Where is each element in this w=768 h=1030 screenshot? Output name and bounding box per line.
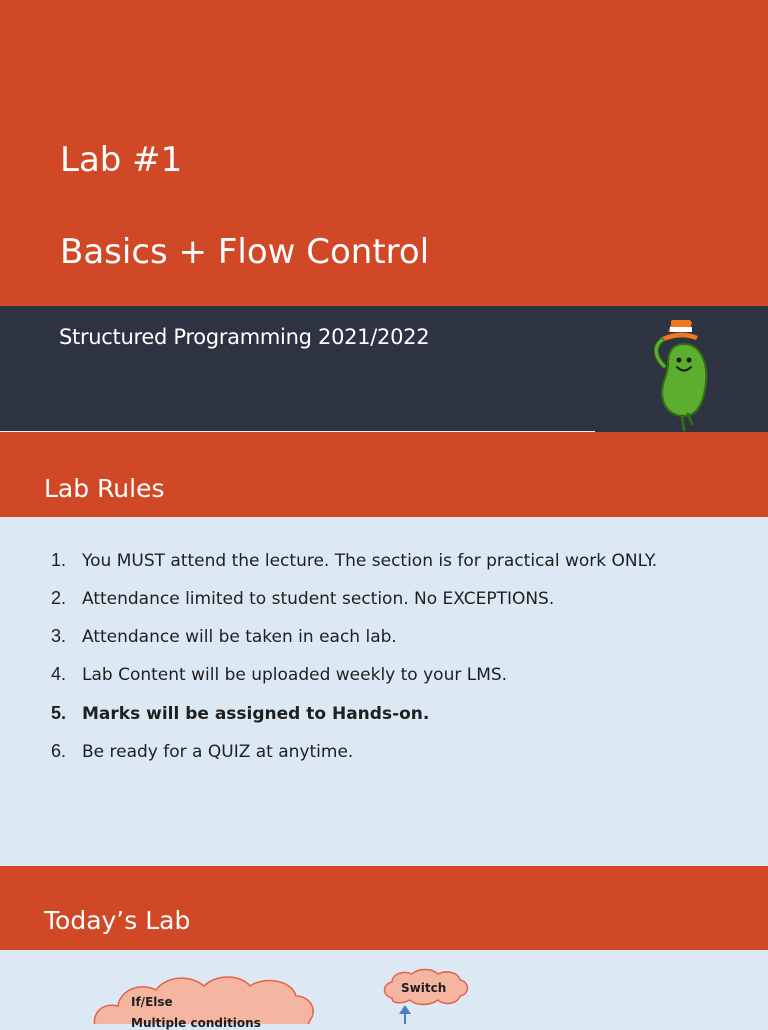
lab-rules-header bbox=[0, 432, 768, 517]
rule-item bbox=[0, 664, 768, 688]
rule-text: Lab Content will be uploaded weekly to your LMS. bbox=[82, 665, 508, 685]
lab-rules-slide bbox=[0, 432, 768, 866]
rule-number: 2. bbox=[51, 588, 67, 608]
rule-item bbox=[0, 588, 768, 612]
rule-number: 3. bbox=[51, 626, 67, 646]
rule-item bbox=[0, 741, 768, 765]
green-bean-mascot-icon bbox=[640, 316, 720, 432]
if-else-label: If/Else bbox=[131, 995, 173, 1009]
cloud-shapes bbox=[0, 950, 768, 1024]
switch-label: Switch bbox=[401, 981, 447, 995]
multiple-conditions-label: Multiple conditions bbox=[131, 1016, 261, 1030]
rule-text: Marks will be assigned to Hands-on. bbox=[82, 704, 430, 724]
todays-lab-slide bbox=[0, 866, 768, 1030]
rule-item bbox=[0, 626, 768, 650]
slide-title: Lab #1 bbox=[60, 140, 183, 180]
rule-item bbox=[0, 550, 768, 574]
lab-rules-heading: Lab Rules bbox=[44, 474, 165, 503]
rule-number: 5. bbox=[51, 703, 67, 723]
rule-text: Attendance limited to student section. No EXCEPTIONS. bbox=[82, 589, 555, 609]
todays-lab-header bbox=[0, 866, 768, 950]
rule-text: Be ready for a QUIZ at anytime. bbox=[82, 742, 354, 762]
rule-item bbox=[0, 703, 768, 727]
title-slide bbox=[0, 0, 768, 432]
rule-number: 1. bbox=[51, 550, 67, 570]
todays-lab-heading: Today’s Lab bbox=[44, 906, 191, 935]
rule-number: 6. bbox=[51, 741, 67, 761]
rule-number: 4. bbox=[51, 664, 67, 684]
topics-diagram bbox=[0, 950, 768, 1030]
slide-subtitle-title: Basics + Flow Control bbox=[60, 232, 430, 272]
course-name: Structured Programming 2021/2022 bbox=[59, 325, 430, 349]
rule-text: You MUST attend the lecture. The section is for practical work ONLY. bbox=[82, 551, 658, 571]
rule-text: Attendance will be taken in each lab. bbox=[82, 627, 397, 647]
